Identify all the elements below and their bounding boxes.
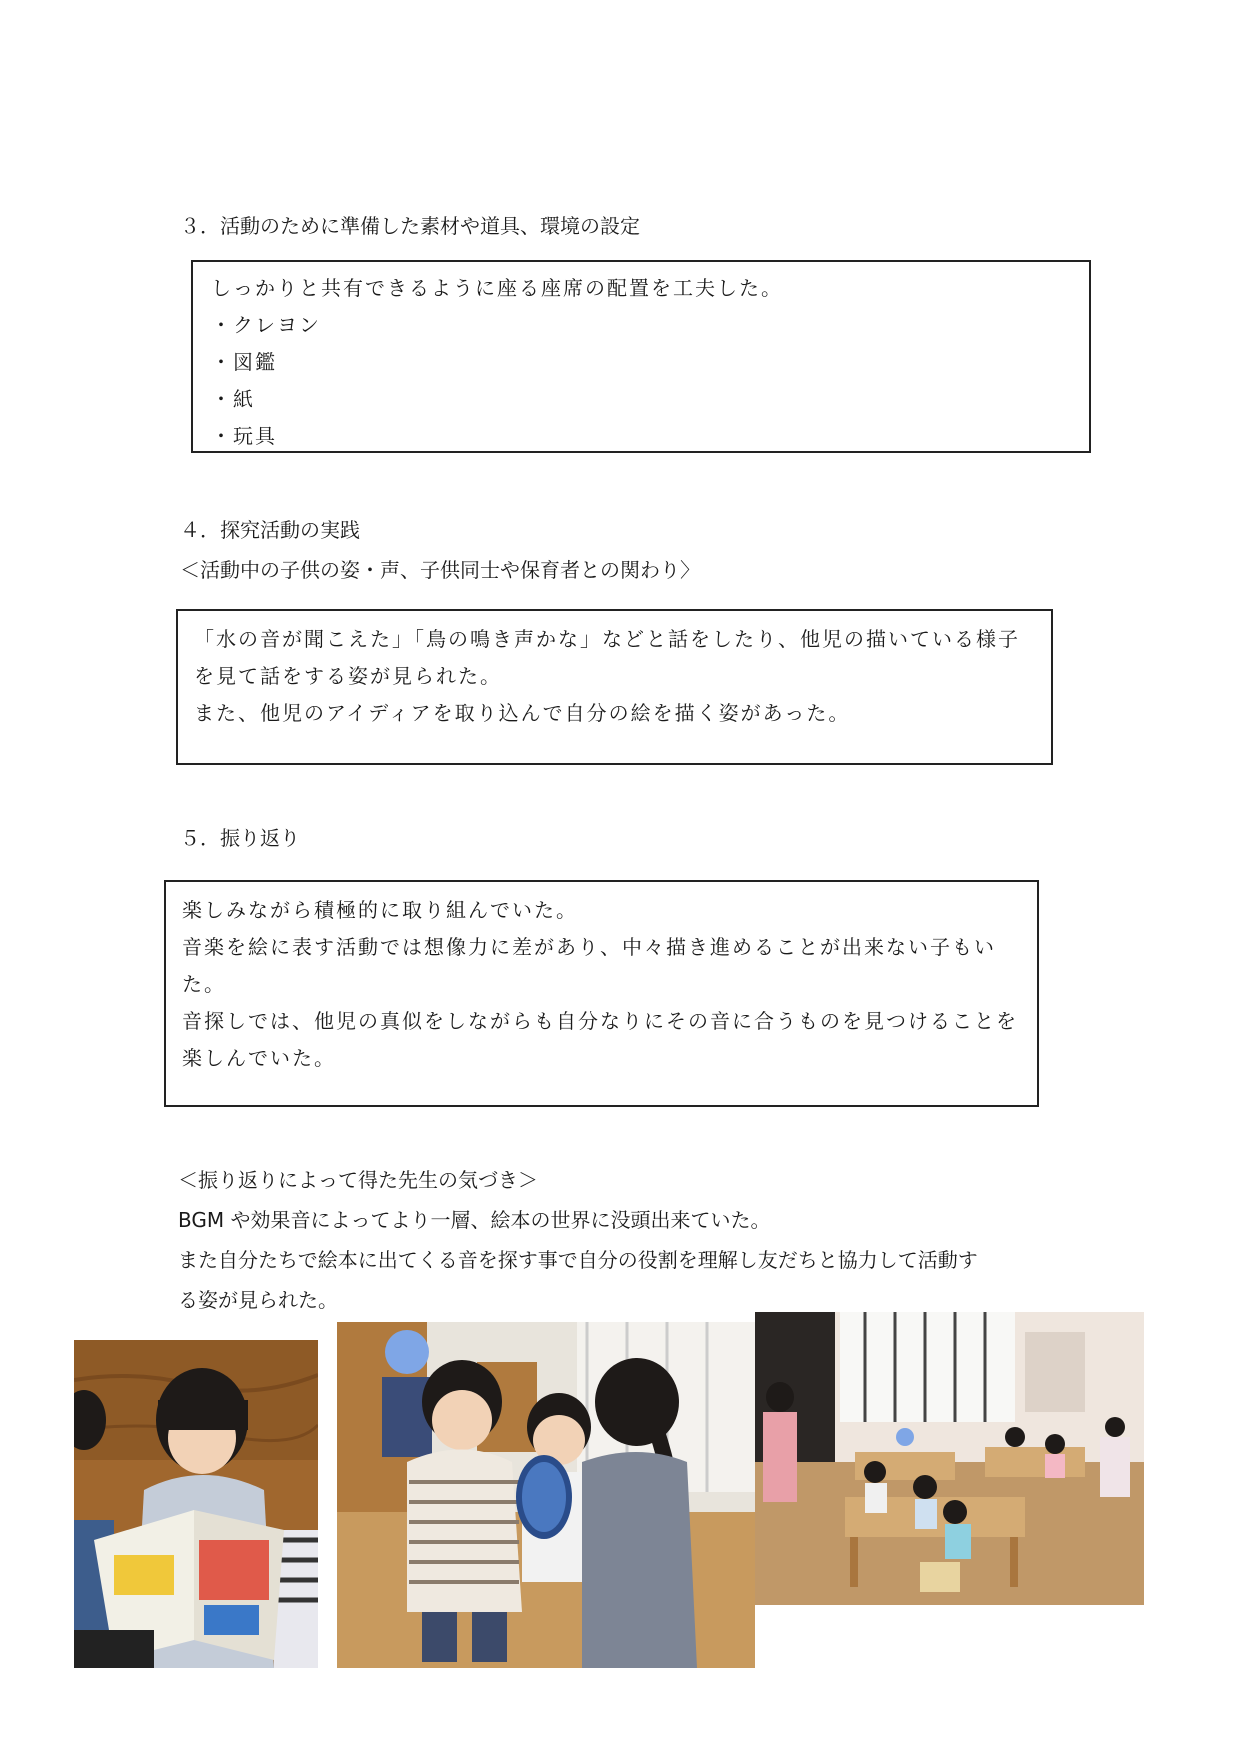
photo-children-tambourine: [337, 1322, 755, 1668]
photo-child-reading: [74, 1340, 318, 1668]
privacy-blur-circle: [896, 1428, 914, 1446]
teacher-notes-line: また自分たちで絵本に出てくる音を探す事で自分の役割を理解し友だちと協力して活動す: [178, 1248, 978, 1272]
materials-item: ・クレヨン: [211, 313, 321, 337]
materials-item: ・紙: [211, 387, 255, 411]
privacy-blur-circle: [385, 1330, 429, 1374]
photo-classroom-activity: [755, 1312, 1144, 1605]
materials-item: ・玩具: [211, 424, 277, 448]
materials-line: しっかりと共有できるように座る座席の配置を工夫した。: [211, 276, 783, 300]
reflection-line: 楽しんでいた。: [182, 1046, 336, 1070]
teacher-notes-line: る姿が見られた。: [178, 1288, 338, 1312]
photo-child-reading-image: [74, 1340, 318, 1668]
photo-children-tambourine-image: [337, 1322, 755, 1668]
materials-box: [191, 260, 1091, 453]
reflection-line: 音楽を絵に表す活動では想像力に差があり、中々描き進めることが出来ない子もい: [182, 935, 996, 959]
section4-subheading: ＜活動中の子供の姿・声、子供同士や保育者との関わり〉: [180, 558, 700, 582]
reflection-line: 楽しみながら積極的に取り組んでいた。: [182, 898, 578, 922]
section3-heading: ３．活動のために準備した素材や道具、環境の設定: [180, 214, 640, 238]
section4-heading: ４．探究活動の実践: [180, 518, 360, 542]
practice-line: を見て話をする姿が見られた。: [194, 664, 502, 688]
materials-item: ・図鑑: [211, 350, 277, 374]
teacher-notes-line: BGM や効果音によってより一層、絵本の世界に没頭出来ていた。: [178, 1208, 771, 1232]
practice-line: 「水の音が聞こえた」「鳥の鳴き声かな」などと話をしたり、他児の描いている様子: [194, 627, 1020, 651]
practice-box: [176, 609, 1053, 765]
teacher-notes-heading: ＜振り返りによって得た先生の気づき＞: [178, 1168, 538, 1192]
practice-line: また、他児のアイディアを取り込んで自分の絵を描く姿があった。: [194, 701, 851, 725]
reflection-line: 音探しでは、他児の真似をしながらも自分なりにその音に合うものを見つけることを: [182, 1009, 1018, 1033]
photo-classroom-activity-image: [755, 1312, 1144, 1605]
reflection-line: た。: [182, 972, 226, 996]
reflection-box: [164, 880, 1039, 1107]
section5-heading: ５．振り返り: [180, 826, 300, 850]
